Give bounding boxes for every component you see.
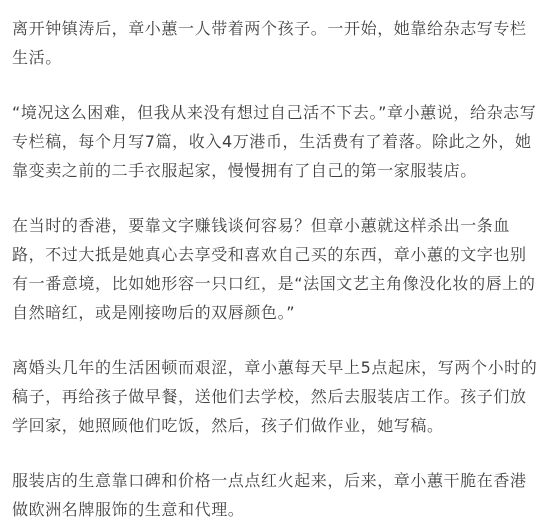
paragraph-5: 服装店的生意靠口碑和价格一点点红火起来，后来，章小蕙干脆在香港做欧洲名牌服饰的生意和代理。 bbox=[12, 471, 527, 519]
paragraph-4: 离婚头几年的生活困顿而艰涩，章小蕙每天早上5点起床，写两个小时的稿子，再给孩子做早餐，送他们去学校，然后去服装店工作。孩子们放学回家，她照顾他们吃饭，然后，孩子们做作业，她写稿。 bbox=[12, 358, 538, 435]
paragraph-1: 离开钟镇涛后，章小蕙一人带着两个孩子。一开始，她靠给杂志写专栏生活。 bbox=[12, 19, 527, 67]
article-body bbox=[12, 14, 539, 524]
paragraph-3: 在当时的香港，要靠文字赚钱谈何容易？但章小蕙就这样杀出一条血路，不过大抵是她真心去享受和喜欢自己买的东西，章小蕙的文字也别有一番意境，比如她形容一只口红，是“法国文艺主角像没化妆的唇上的自然暗红，或是刚接吻后的双唇颜色。” bbox=[12, 216, 536, 322]
paragraph-2: “境况这么困难，但我从来没有想过自己活不下去。”章小蕙说，给杂志写专栏稿，每个月写7篇，收入4万港币，生活费有了着落。除此之外，她靠变卖之前的二手衣服起家，慢慢拥有了自己的第一家服装店。 bbox=[12, 103, 537, 180]
